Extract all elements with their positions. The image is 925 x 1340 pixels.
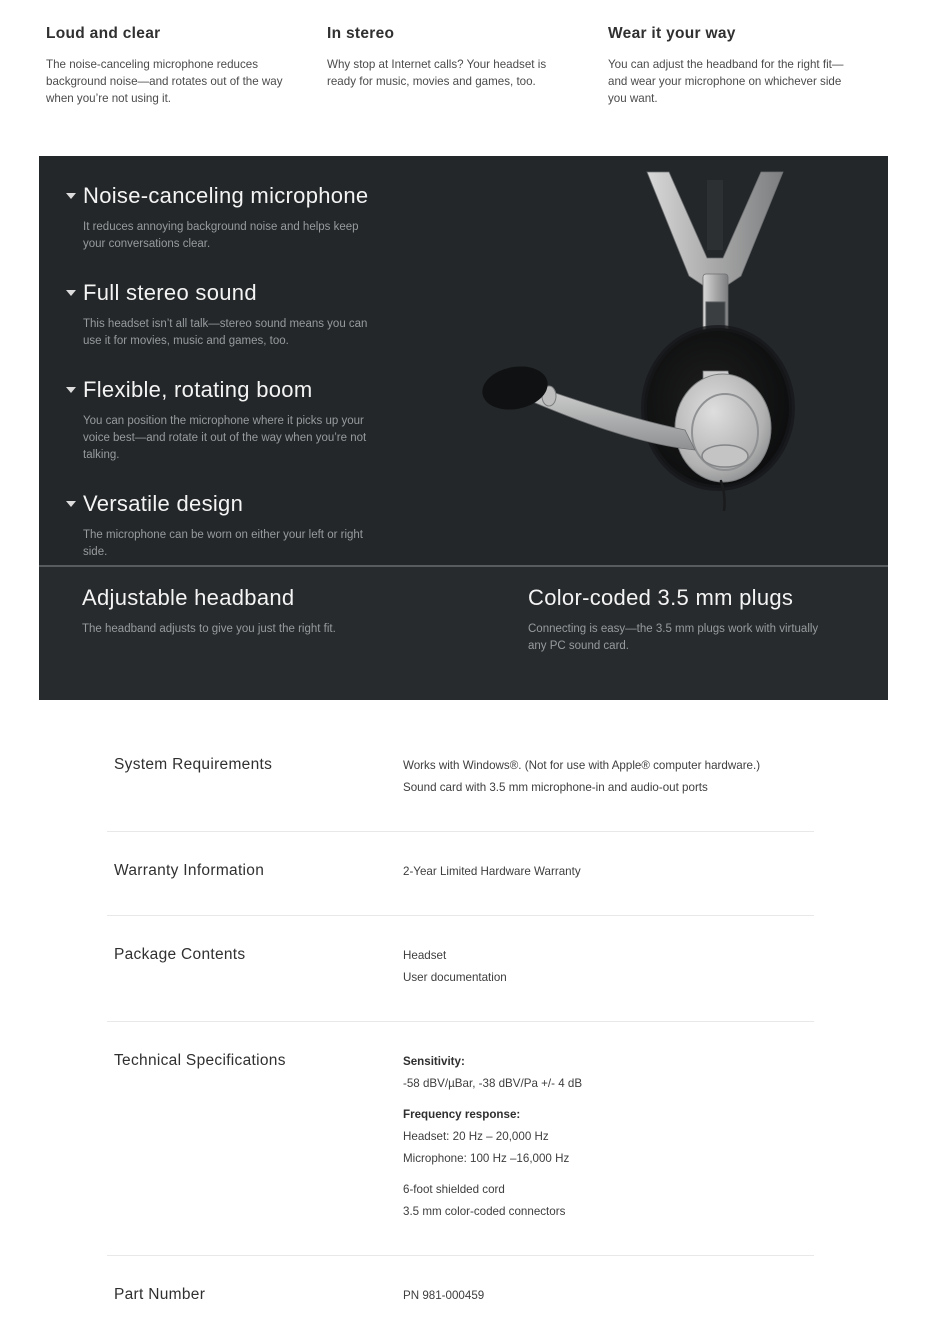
feature-title: In stereo [327, 25, 395, 42]
feature-title: Loud and clear [46, 25, 161, 42]
banner-body: The headband adjusts to give you just the right fit. [82, 623, 336, 635]
spec-value-line: Works with Windows®. (Not for use with Apple® computer hardware.) [403, 759, 761, 772]
accordion-item-flexible-rotating-boom [66, 377, 459, 464]
specifications-table [107, 700, 814, 1340]
feature-accordion-panel [39, 156, 888, 565]
accordion-toggle[interactable] [66, 183, 459, 209]
spec-value-line: Microphone: 100 Hz –16,000 Hz [403, 1152, 570, 1165]
spec-row-package-contents [107, 916, 814, 1022]
spec-values [403, 756, 814, 802]
accordion-body: This headset isn’t all talk—stereo sound means you can use it for movies, music and games, too. [83, 318, 368, 347]
spec-label: Part Number [114, 1286, 206, 1303]
spec-row-technical-specifications [107, 1022, 814, 1256]
secondary-features-panel [39, 565, 888, 700]
accordion-toggle[interactable] [66, 491, 459, 517]
accordion-item-versatile-design [66, 491, 459, 561]
spec-label: Package Contents [114, 946, 246, 963]
accordion-item-full-stereo-sound [66, 280, 459, 350]
feature-body: You can adjust the headband for the right fit—and wear your microphone on whichever side you want. [608, 58, 844, 105]
banner-title: Color-coded 3.5 mm plugs [528, 585, 794, 610]
spec-value-line: Sound card with 3.5 mm microphone-in and audio-out ports [403, 781, 708, 794]
feature-body: Why stop at Internet calls? Your headset is ready for music, movies and games, too. [327, 58, 547, 88]
spec-value-line: 6-foot shielded cord [403, 1183, 505, 1196]
spec-row-part-number [107, 1256, 814, 1340]
spec-value-line: Sensitivity: [403, 1055, 465, 1068]
feature-accordion [39, 156, 459, 561]
headset-product-image [471, 166, 876, 511]
spec-row-system-requirements [107, 700, 814, 832]
accordion-title: Flexible, rotating boom [83, 377, 313, 402]
accordion-toggle[interactable] [66, 280, 459, 306]
spec-label: System Requirements [114, 756, 273, 773]
spec-value-line: Headset: 20 Hz – 20,000 Hz [403, 1130, 549, 1143]
spec-value-line: Frequency response: [403, 1108, 521, 1121]
feature-highlights [0, 0, 925, 156]
spec-value-line: User documentation [403, 971, 507, 984]
chevron-down-icon [66, 501, 76, 507]
feature-body: The noise-canceling microphone reduces background noise—and rotates out of the way when you’re not using it. [46, 58, 283, 105]
accordion-title: Full stereo sound [83, 280, 257, 305]
spec-value-line: -58 dBV/µBar, -38 dBV/Pa +/- 4 dB [403, 1077, 583, 1090]
chevron-down-icon [66, 290, 76, 296]
spec-label: Warranty Information [114, 862, 265, 879]
banner-body: Connecting is easy—the 3.5 mm plugs work with virtually any PC sound card. [528, 623, 819, 652]
accordion-body: It reduces annoying background noise and helps keep your conversations clear. [83, 221, 359, 250]
spec-value-line: Headset [403, 949, 447, 962]
spec-values [403, 946, 814, 992]
accordion-body: You can position the microphone where it picks up your voice best—and rotate it out of the way when you’re not talking. [83, 415, 367, 461]
accordion-item-noise-canceling-microphone [66, 183, 459, 253]
spec-row-warranty-information [107, 832, 814, 916]
feature-in-stereo [327, 25, 574, 156]
feature-title: Wear it your way [608, 25, 736, 42]
accordion-title: Noise-canceling microphone [83, 183, 369, 208]
spec-values [403, 1286, 814, 1310]
banner-adjustable-headband [82, 585, 528, 700]
banner-title: Adjustable headband [82, 585, 295, 610]
accordion-body: The microphone can be worn on either your left or right side. [83, 529, 363, 558]
feature-wear-it-your-way [608, 25, 855, 156]
accordion-title: Versatile design [83, 491, 244, 516]
spec-values [403, 862, 814, 886]
spec-value-line: 2-Year Limited Hardware Warranty [403, 865, 581, 878]
accordion-toggle[interactable] [66, 377, 459, 403]
spec-values [403, 1052, 814, 1226]
spec-value-line: PN 981-000459 [403, 1289, 485, 1302]
banner-color-coded-plugs [528, 585, 828, 700]
spec-label: Technical Specifications [114, 1052, 286, 1069]
feature-loud-and-clear [46, 25, 293, 156]
chevron-down-icon [66, 387, 76, 393]
chevron-down-icon [66, 193, 76, 199]
spec-value-line: 3.5 mm color-coded connectors [403, 1205, 566, 1218]
